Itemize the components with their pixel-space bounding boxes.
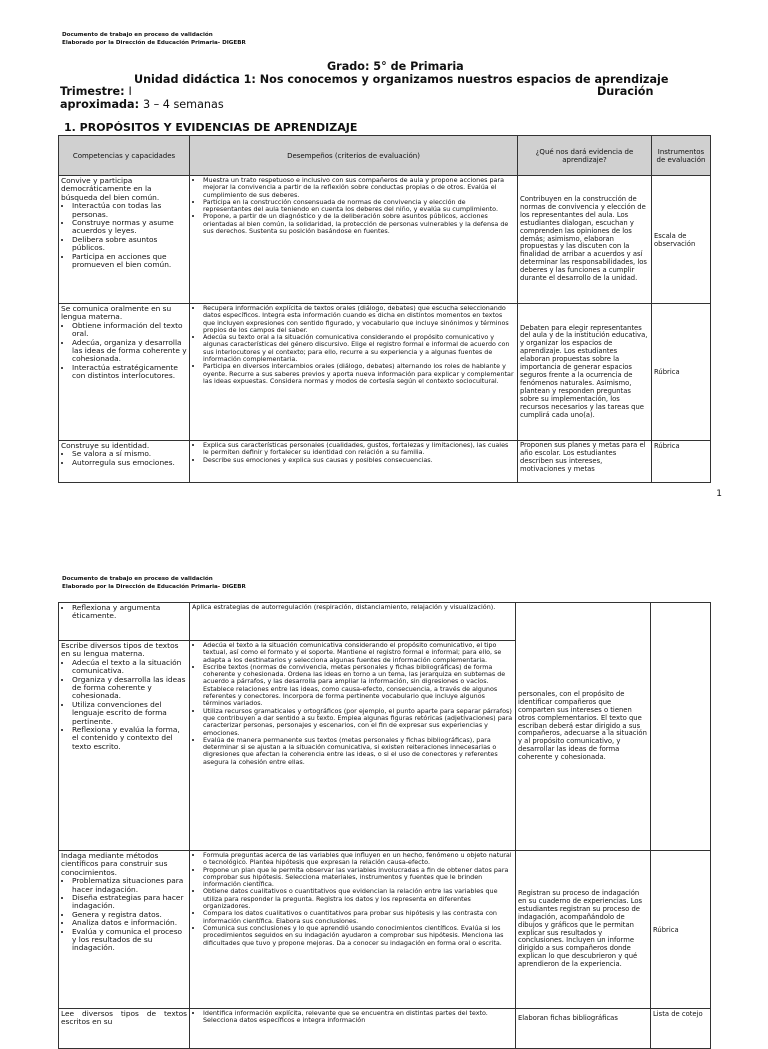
- desempeno-item: • Describe sus emociones y explica sus causas y posibles consecuencias.: [203, 457, 515, 464]
- desempeno-item: • Evalúa de manera permanente sus textos (metas personales y fichas bibliográficas), para determinar si se ajustan a la situación comunicativa, si existen reiteraciones innecesarias o digresiones que afectan la coherencia entre las ideas, o si el uso de conectores y referentes asegura la cohesión entre ellas.: [203, 737, 513, 766]
- capacidad-item: • Obtiene información del texto oral.: [72, 322, 187, 339]
- header-competencias: Competencias y capacidades: [59, 136, 190, 176]
- desempeno-item: • Utiliza recursos gramaticales y ortográficos (por ejemplo, el punto aparte para separar párrafos) que contribuyen a dar sentido a su texto. Emplea algunas figuras retóricas (adjetivaciones) para caracterizar personas, personajes y escenarios, con el fin de expresar sus experiencias y emociones.: [203, 708, 513, 737]
- competencia-title: Construye su identidad.: [61, 441, 150, 450]
- header-desempenos: Desempeños (criterios de evaluación): [190, 136, 518, 176]
- desempeno-item: • Compara los datos cualitativos o cuantitativos para probar sus hipótesis y las contrasta con información científica. Elabora sus conclusiones.: [203, 910, 513, 925]
- instrumento-cell: Rúbrica: [652, 304, 711, 441]
- trimestre-value: I: [128, 85, 132, 98]
- desempeno-item: • Participa en la construcción consensuada de normas de convivencia y elección de representantes del aula teniendo en cuenta los deberes del niño, y evalúa su cumplimiento.: [203, 199, 515, 214]
- unit-title: Unidad didáctica 1: Nos conocemos y organizamos nuestros espacios de aprendizaje: [134, 73, 669, 86]
- grade-title: Grado: 5° de Primaria: [327, 60, 464, 73]
- capacidad-item: • Genera y registra datos.: [72, 911, 187, 919]
- capacidad-item: • Analiza datos e información.: [72, 919, 187, 927]
- capacidad-item: • Problematiza situaciones para hacer indagación.: [72, 877, 187, 894]
- desempeno-item: • Recupera información explícita de textos orales (diálogo, debates) que escucha seleccionando datos específicos. Integra esta información cuando es dicha en distintos momentos en textos que incluyen expresiones con sentido figurado, y vocabulario que incluye sinónimos y términos propios de los campos del saber.: [203, 305, 515, 334]
- capacidad-item: • Diseña estrategias para hacer indagación.: [72, 894, 187, 911]
- evidence-table-page-2: [58, 602, 711, 1049]
- header-evidencia: ¿Qué nos dará evidencia de aprendizaje?: [518, 136, 652, 176]
- capacidad-item: • Autorregula sus emociones.: [72, 459, 187, 467]
- competencia-cell: Lee diversos tipos de textos escritos en su: [59, 1009, 190, 1049]
- competencia-cell: [59, 441, 190, 483]
- capacidad-item: • Interactúa con todas las personas.: [72, 202, 187, 219]
- competencia-cell: [59, 176, 190, 304]
- header-line-1: Documento de trabajo en proceso de validación: [62, 576, 213, 582]
- competencia-title: Indaga mediante métodos científicos para construir sus conocimientos.: [61, 851, 168, 877]
- capacidad-item: • Participa en acciones que promueven el bien común.: [72, 253, 187, 270]
- competencia-cell: [59, 603, 190, 641]
- desempenos-cell: [190, 851, 516, 1009]
- table-row: [59, 851, 711, 1009]
- header-instrumentos: Instrumentos de evaluación: [652, 136, 711, 176]
- instrumento-cell: [651, 603, 711, 851]
- table-row: [59, 1009, 711, 1049]
- trimestre-label: Trimestre:: [60, 85, 125, 98]
- evidencia-cell: [516, 603, 651, 851]
- table-row: [59, 304, 711, 441]
- page-number: 1: [716, 489, 722, 499]
- instrumento-cell: Rúbrica: [652, 441, 711, 483]
- competencia-title: Se comunica oralmente en su lengua materna.: [61, 304, 172, 322]
- desempenos-cell: Aplica estrategias de autorregulación (respiración, distanciamiento, relajación y visualización).: [190, 603, 516, 641]
- desempeno-item: • Muestra un trato respetuoso e inclusivo con sus compañeros de aula y propone acciones para mejorar la convivencia a partir de la reflexión sobre conductas propias o de otros. Evalúa el cumplimiento de sus deberes.: [203, 177, 515, 199]
- evidencia-cell: Registran su proceso de indagación en su cuaderno de experiencias. Los estudiantes registran su proceso de indagación, acompañándolo de dibujos y gráficos que le permitan explicar sus resultados y conclusiones. Incluyen un informe dirigido a sus compañeros donde explican lo que descubrieron y qué aprendieron de la experiencia.: [516, 851, 651, 1009]
- competencia-title: Escribe diversos tipos de textos en su lengua materna.: [61, 641, 179, 659]
- header-line-2: Elaborado por la Dirección de Educación Primaria- DIGEBR: [62, 40, 246, 46]
- capacidad-item: • Adecúa, organiza y desarrolla las ideas de forma coherente y cohesionada.: [72, 339, 187, 364]
- desempeno-item: • Identifica información explícita, relevante que se encuentra en distintas partes del texto. Selecciona datos específicos e integra información: [203, 1010, 513, 1025]
- evidence-table-page-1: [58, 135, 711, 483]
- desempeno-item: • Adecúa su texto oral a la situación comunicativa considerando el propósito comunicativo y algunas características del género discursivo. Elige el registro formal e informal de acuerdo con sus interlocutores y el contexto; para ello, recurre a su experiencia y a algunas fuentes de información complementaria.: [203, 334, 515, 363]
- document-page-1: [0, 0, 768, 508]
- competencia-cell: [59, 641, 190, 851]
- header-line-2: Elaborado por la Dirección de Educación Primaria- DIGEBR: [62, 584, 246, 590]
- capacidad-item: • Se valora a sí mismo.: [72, 450, 187, 458]
- section-title: 1. PROPÓSITOS Y EVIDENCIAS DE APRENDIZAJE: [64, 121, 358, 134]
- table-row: [59, 176, 711, 304]
- header-line-1: Documento de trabajo en proceso de validación: [62, 32, 213, 38]
- desempeno-item: • Comunica sus conclusiones y lo que aprendió usando conocimientos científicos. Evalúa si los procedimientos seguidos en su indagación ayudaron a comprobar sus hipótesis. Menciona las dificultades que tuvo y propone mejoras. Da a conocer su indagación en forma oral o escrita.: [203, 925, 513, 947]
- evidencia-cell: Debaten para elegir representantes del aula y de la institución educativa, y organizar los espacios de aprendizaje. Los estudiantes elaboran propuestas sobre la importancia de generar espacios seguros frente a la ocurrencia de fenómenos naturales. Asimismo, plantean y responden preguntas sobre su implementación, los recursos necesarios y las tareas que cumplirá cada uno(a).: [518, 304, 652, 441]
- evidencia-cell: Elaboran fichas bibliográficas: [516, 1009, 651, 1049]
- aproximada-label: aproximada:: [60, 98, 140, 111]
- capacidad-item: • Organiza y desarrolla las ideas de forma coherente y cohesionada.: [72, 676, 187, 701]
- competencia-cell: [59, 304, 190, 441]
- desempenos-cell: [190, 641, 516, 851]
- trimestre-row: [60, 85, 132, 98]
- desempeno-item: • Explica sus características personales (cualidades, gustos, fortalezas y limitaciones), las cuales le permiten definir y fortalecer su identidad con relación a su familia.: [203, 442, 515, 457]
- desempenos-cell: [190, 441, 518, 483]
- desempeno-item: • Obtiene datos cualitativos o cuantitativos que evidencian la relación entre las variables que utiliza para responder la pregunta. Registra los datos y los representa en diferentes organizadores.: [203, 888, 513, 910]
- desempenos-cell: [190, 176, 518, 304]
- table-row: [59, 441, 711, 483]
- instrumento-cell: Escala de observación: [652, 176, 711, 304]
- capacidad-item: • Interactúa estratégicamente con distintos interlocutores.: [72, 364, 187, 381]
- instrumento-cell: Lista de cotejo: [651, 1009, 711, 1049]
- competencia-title: Convive y participa democráticamente en la búsqueda del bien común.: [61, 176, 160, 202]
- capacidad-item: • Reflexiona y argumenta éticamente.: [72, 604, 187, 621]
- desempeno-item: • Adecúa el texto a la situación comunicativa considerando el propósito comunicativo, el tipo textual, así como el formato y el soporte. Mantiene el registro formal e informal; para ello, se adapta a los destinatarios y selecciona algunas fuentes de información complementaria.: [203, 642, 513, 664]
- desempeno-item: • Participa en diversos intercambios orales (diálogo, debates) alternando los roles de hablante y oyente. Recurre a sus saberes previos y aporta nueva información para explicar y complementar las ideas expuestas. Considera normas y modos de cortesía según el contexto sociocultural.: [203, 363, 515, 385]
- capacidad-item: • Reflexiona y evalúa la forma, el contenido y contexto del texto escrito.: [72, 726, 187, 751]
- duracion-label: Duración: [597, 85, 654, 98]
- desempeno-item: • Escribe textos (normas de convivencia, metas personales y fichas bibliográficas) de forma coherente y cohesionada. Ordena las ideas en torno a un tema, las jerarquiza en subtemas de acuerdo a párrafos, y las desarrolla para ampliar la información, sin digresiones o vacíos. Establece relaciones entre las ideas, como causa-efecto, consecuencia, a través de algunos referentes y conectores. Incorpora de forma pertinente vocabulario que incluye algunos términos variados.: [203, 664, 513, 708]
- desempeno-item: • Formula preguntas acerca de las variables que influyen en un hecho, fenómeno u objeto natural o tecnológico. Plantea hipótesis que expresan la relación causa-efecto.: [203, 852, 513, 867]
- capacidad-item: • Utiliza convenciones del lenguaje escrito de forma pertinente.: [72, 701, 187, 726]
- desempenos-cell: [190, 304, 518, 441]
- competencia-cell: [59, 851, 190, 1009]
- aproximada-value: 3 – 4 semanas: [142, 98, 224, 111]
- desempeno-item: • Propone un plan que le permita observar las variables involucradas a fin de obtener datos para comprobar sus hipótesis. Selecciona materiales, instrumentos y fuentes que le brinden información científica.: [203, 867, 513, 889]
- capacidad-item: • Adecúa el texto a la situación comunicativa.: [72, 659, 187, 676]
- document-page-2: [0, 570, 768, 1027]
- capacidad-item: • Delibera sobre asuntos públicos.: [72, 236, 187, 253]
- aproximada-row: [60, 98, 224, 111]
- evidencia-cell: Contribuyen en la construcción de normas de convivencia y elección de los representantes del aula. Los estudiantes dialogan, escuchan y comprenden las opiniones de los demás; asimismo, elaboran propuestas y las discuten con la finalidad de arribar a acuerdos y así determinar las responsabilidades, los deberes y las funciones a cumplir durante el desarrollo de la unidad.: [518, 176, 652, 304]
- table-row: [59, 603, 711, 641]
- evidencia-cell: Proponen sus planes y metas para el año escolar. Los estudiantes describen sus intereses, motivaciones y metas: [518, 441, 652, 483]
- page-gap: [0, 508, 768, 570]
- desempeno-item: • Propone, a partir de un diagnóstico y de la deliberación sobre asuntos públicos, acciones orientadas al bien común, la solidaridad, la protección de personas vulnerables y la defensa de sus derechos. Sustenta su posición basándose en fuentes.: [203, 213, 515, 235]
- capacidad-item: • Construye normas y asume acuerdos y leyes.: [72, 219, 187, 236]
- evidencia-text: personales, con el propósito de identificar compañeros que comparten sus intereses o tienen otros complementarios. El texto que escriban deberá estar dirigido a sus compañeros, adecuarse a la situación y al propósito comunicativo, y desarrollar las ideas de forma coherente y cohesionada.: [518, 689, 647, 762]
- capacidad-item: • Evalúa y comunica el proceso y los resultados de su indagación.: [72, 928, 187, 953]
- desempenos-cell: [190, 1009, 516, 1049]
- instrumento-cell: Rúbrica: [651, 851, 711, 1009]
